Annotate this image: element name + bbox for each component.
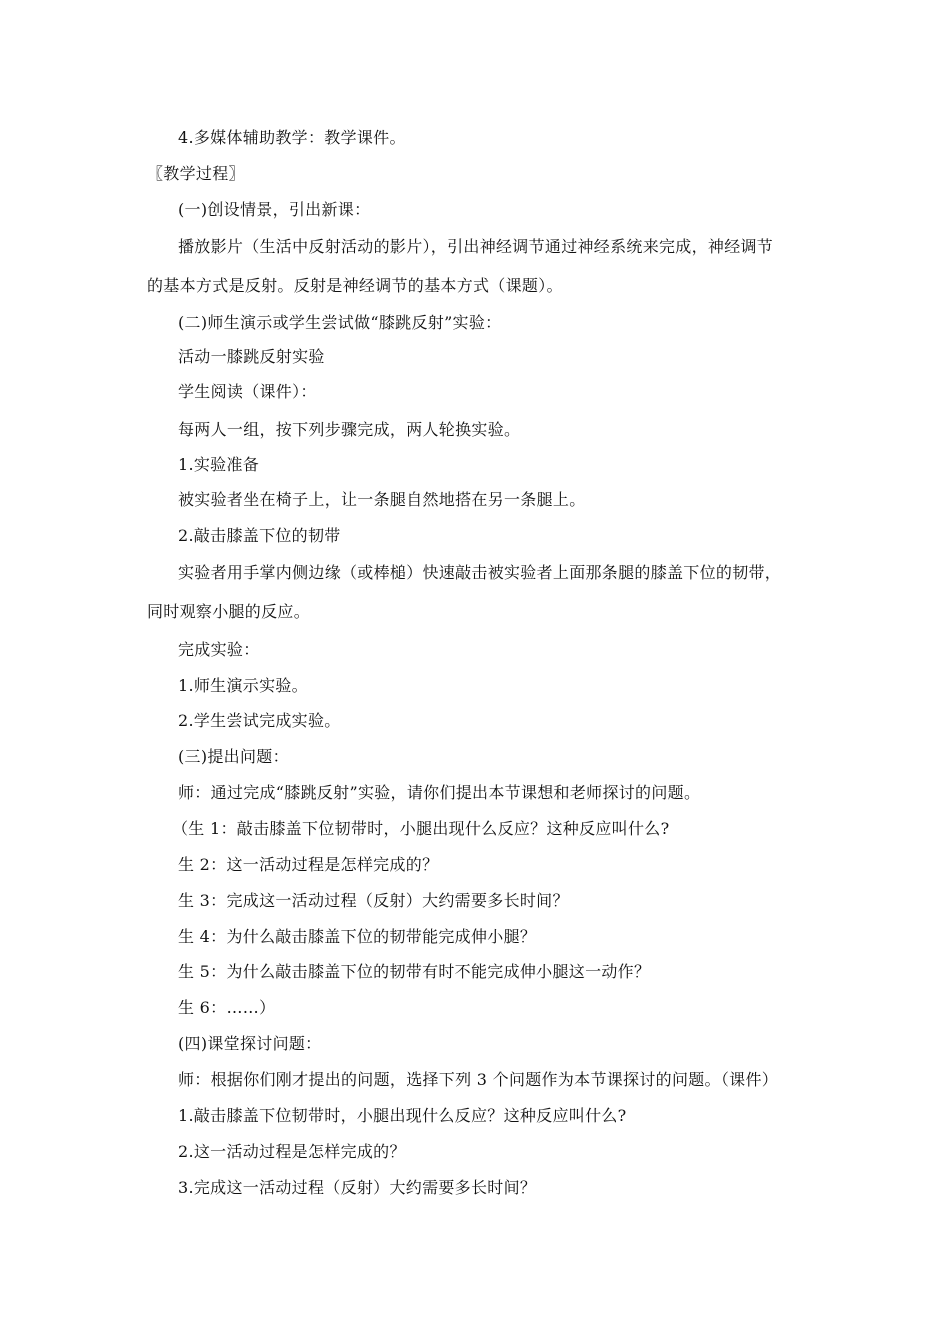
text-line: 生 2：这一活动过程是怎样完成的？ [178,855,439,874]
text-line: 实验者用手掌内侧边缘（或棒槌）快速敲击被实验者上面那条腿的膝盖下位的韧带， [178,563,782,582]
text-line: 同时观察小腿的反应。 [147,602,311,621]
text-line: 生 5：为什么敲击膝盖下位的韧带有时不能完成伸小腿这一动作？ [178,962,651,981]
text-line: 2.这一活动过程是怎样完成的？ [178,1142,406,1161]
text-line: 4.多媒体辅助教学：教学课件。 [178,128,406,147]
text-line: 被实验者坐在椅子上，让一条腿自然地搭在另一条腿上。 [178,490,586,509]
text-line: 师：通过完成“膝跳反射”实验，请你们提出本节课想和老师探讨的问题。 [178,783,701,802]
text-line: (四)课堂探讨问题： [178,1034,322,1053]
text-line: 2.学生尝试完成实验。 [178,711,341,730]
text-line: 播放影片（生活中反射活动的影片），引出神经调节通过神经系统来完成，神经调节 [178,237,774,256]
text-line: 活动一膝跳反射实验 [178,347,325,366]
text-line: 3.完成这一活动过程（反射）大约需要多长时间？ [178,1178,537,1197]
text-line: 生 3：完成这一活动过程（反射）大约需要多长时间？ [178,891,569,910]
text-line: 1.敲击膝盖下位韧带时，小腿出现什么反应？这种反应叫什么? [178,1106,627,1125]
text-line: (三)提出问题： [178,747,289,766]
text-line: 完成实验： [178,640,260,659]
text-line: （生 1：敲击膝盖下位韧带时，小腿出现什么反应？这种反应叫什么? [172,819,670,838]
text-line: 学生阅读（课件）： [178,382,317,401]
text-line: 的基本方式是反射。反射是神经调节的基本方式（课题）。 [147,276,563,295]
text-line: 1.师生演示实验。 [178,676,308,695]
text-line: 1.实验准备 [178,455,260,474]
text-line: (二)师生演示或学生尝试做“膝跳反射”实验： [178,313,502,332]
text-line: (一)创设情景，引出新课： [178,200,371,219]
section-heading: 〖教学过程〗 [147,164,245,183]
text-line: 生 6：……） [178,998,276,1017]
text-line: 师：根据你们刚才提出的问题，选择下列 3 个问题作为本节课探讨的问题。（课件） [178,1070,779,1089]
text-line: 每两人一组，按下列步骤完成，两人轮换实验。 [178,420,521,439]
text-line: 2.敲击膝盖下位的韧带 [178,526,341,545]
text-line: 生 4：为什么敲击膝盖下位的韧带能完成伸小腿？ [178,927,537,946]
